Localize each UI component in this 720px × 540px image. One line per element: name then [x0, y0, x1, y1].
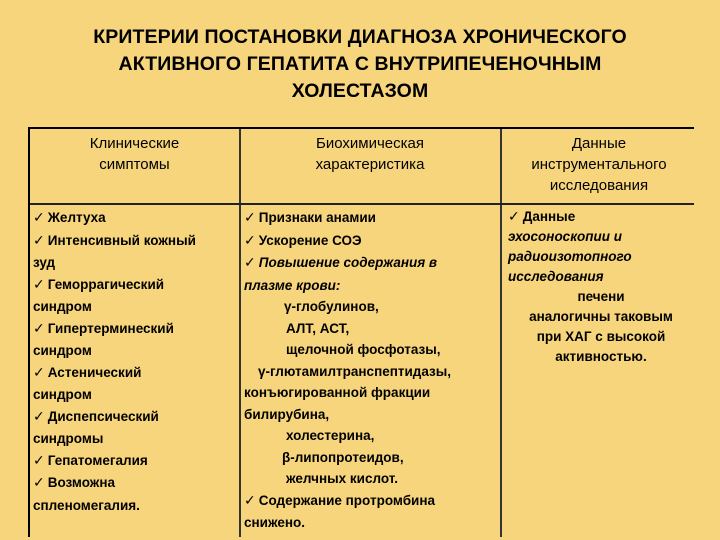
header-text: характеристика [315, 156, 425, 173]
check-icon: ✓ [33, 276, 45, 293]
item-text: β-липопротеидов, [282, 449, 404, 465]
item-text: плазме крови: [244, 277, 341, 293]
check-icon: ✓ [33, 364, 45, 381]
header-text: исследования [549, 177, 649, 194]
instrumental-list [508, 207, 694, 367]
header-clinical-symptoms [30, 133, 239, 175]
clinical-symptoms-list [33, 207, 237, 516]
list-item [508, 207, 694, 227]
list-item [33, 274, 237, 297]
item-text: щелочной фосфотазы, [286, 342, 441, 357]
list-item [244, 230, 498, 253]
list-item [244, 207, 498, 230]
check-icon: ✓ [33, 408, 45, 425]
item-text: при ХАГ с высокой [536, 329, 666, 344]
item-text: Повышение содержания в [258, 255, 438, 270]
item-text: γ-глобулинов, [284, 299, 379, 314]
column-divider [239, 129, 241, 537]
header-text: Биохимическая [316, 135, 424, 152]
title-line: АКТИВНОГО ГЕПАТИТА С ВНУТРИПЕЧЕНОЧНЫМ [118, 53, 602, 75]
item-text: Желтуха [47, 210, 106, 225]
list-item [33, 362, 237, 385]
item-text: Данные [522, 209, 576, 224]
check-icon: ✓ [244, 232, 256, 249]
list-item [33, 450, 237, 473]
check-icon: ✓ [33, 475, 45, 491]
item-text: Гипертерминеский [47, 320, 174, 336]
item-text: холестерина, [286, 428, 375, 443]
check-icon: ✓ [33, 320, 45, 337]
header-biochemical [240, 133, 500, 175]
check-icon: ✓ [244, 210, 256, 226]
header-divider [30, 203, 694, 205]
item-text: Возможна [47, 475, 116, 490]
biochemical-list [244, 207, 498, 534]
header-text: Клинические [89, 135, 180, 152]
item-text: АЛТ, АСТ, [286, 320, 350, 336]
list-item [33, 472, 237, 495]
item-text: конъюгированной фракции [244, 385, 431, 400]
list-item [33, 406, 237, 429]
header-text: инструментального [531, 156, 667, 173]
header-instrumental [502, 133, 696, 196]
item-text: аналогичны таковым [529, 309, 673, 324]
item-text: Содержание протромбина [258, 492, 435, 508]
list-item [244, 490, 498, 513]
item-text: спленомегалия. [33, 497, 140, 513]
header-text: симптомы [99, 156, 170, 173]
criteria-table [28, 127, 694, 537]
item-text: эхосоноскопии и [508, 229, 623, 244]
list-item [244, 252, 498, 275]
item-text: снижено. [244, 515, 306, 530]
item-text: синдромы [33, 431, 104, 446]
list-item [33, 318, 237, 341]
item-text: Диспепсический [47, 408, 159, 424]
item-text: синдром [33, 299, 92, 314]
item-text: γ-глютамилтранспептидазы, [258, 363, 452, 379]
list-item [33, 207, 237, 230]
page-title [0, 24, 720, 105]
item-text: синдром [33, 343, 92, 358]
check-icon: ✓ [33, 210, 45, 226]
check-icon: ✓ [508, 209, 520, 225]
item-text: Астенический [47, 364, 142, 380]
list-item [33, 230, 237, 253]
check-icon: ✓ [244, 255, 256, 271]
item-text: Интенсивный кожный [47, 232, 196, 248]
title-line: КРИТЕРИИ ПОСТАНОВКИ ДИАГНОЗА ХРОНИЧЕСКОГО [93, 26, 627, 48]
item-text: Ускорение СОЭ [258, 232, 362, 248]
item-text: активностью. [555, 349, 647, 364]
header-text: Данные [571, 135, 627, 152]
item-text: Признаки анамии [258, 210, 376, 225]
item-text: билирубина, [244, 406, 330, 422]
item-text: радиоизотопного [508, 249, 632, 264]
item-text: синдром [33, 387, 92, 402]
item-text: Геморрагический [47, 276, 165, 292]
check-icon: ✓ [244, 492, 256, 509]
item-text: печени [577, 289, 625, 304]
check-icon: ✓ [33, 232, 45, 249]
title-line: ХОЛЕСТАЗОМ [291, 80, 429, 102]
check-icon: ✓ [33, 452, 45, 469]
item-text: желчных кислот. [286, 471, 398, 486]
item-text: зуд [33, 255, 56, 270]
item-text: Гепатомегалия [47, 452, 148, 468]
item-text: исследования [508, 269, 604, 284]
